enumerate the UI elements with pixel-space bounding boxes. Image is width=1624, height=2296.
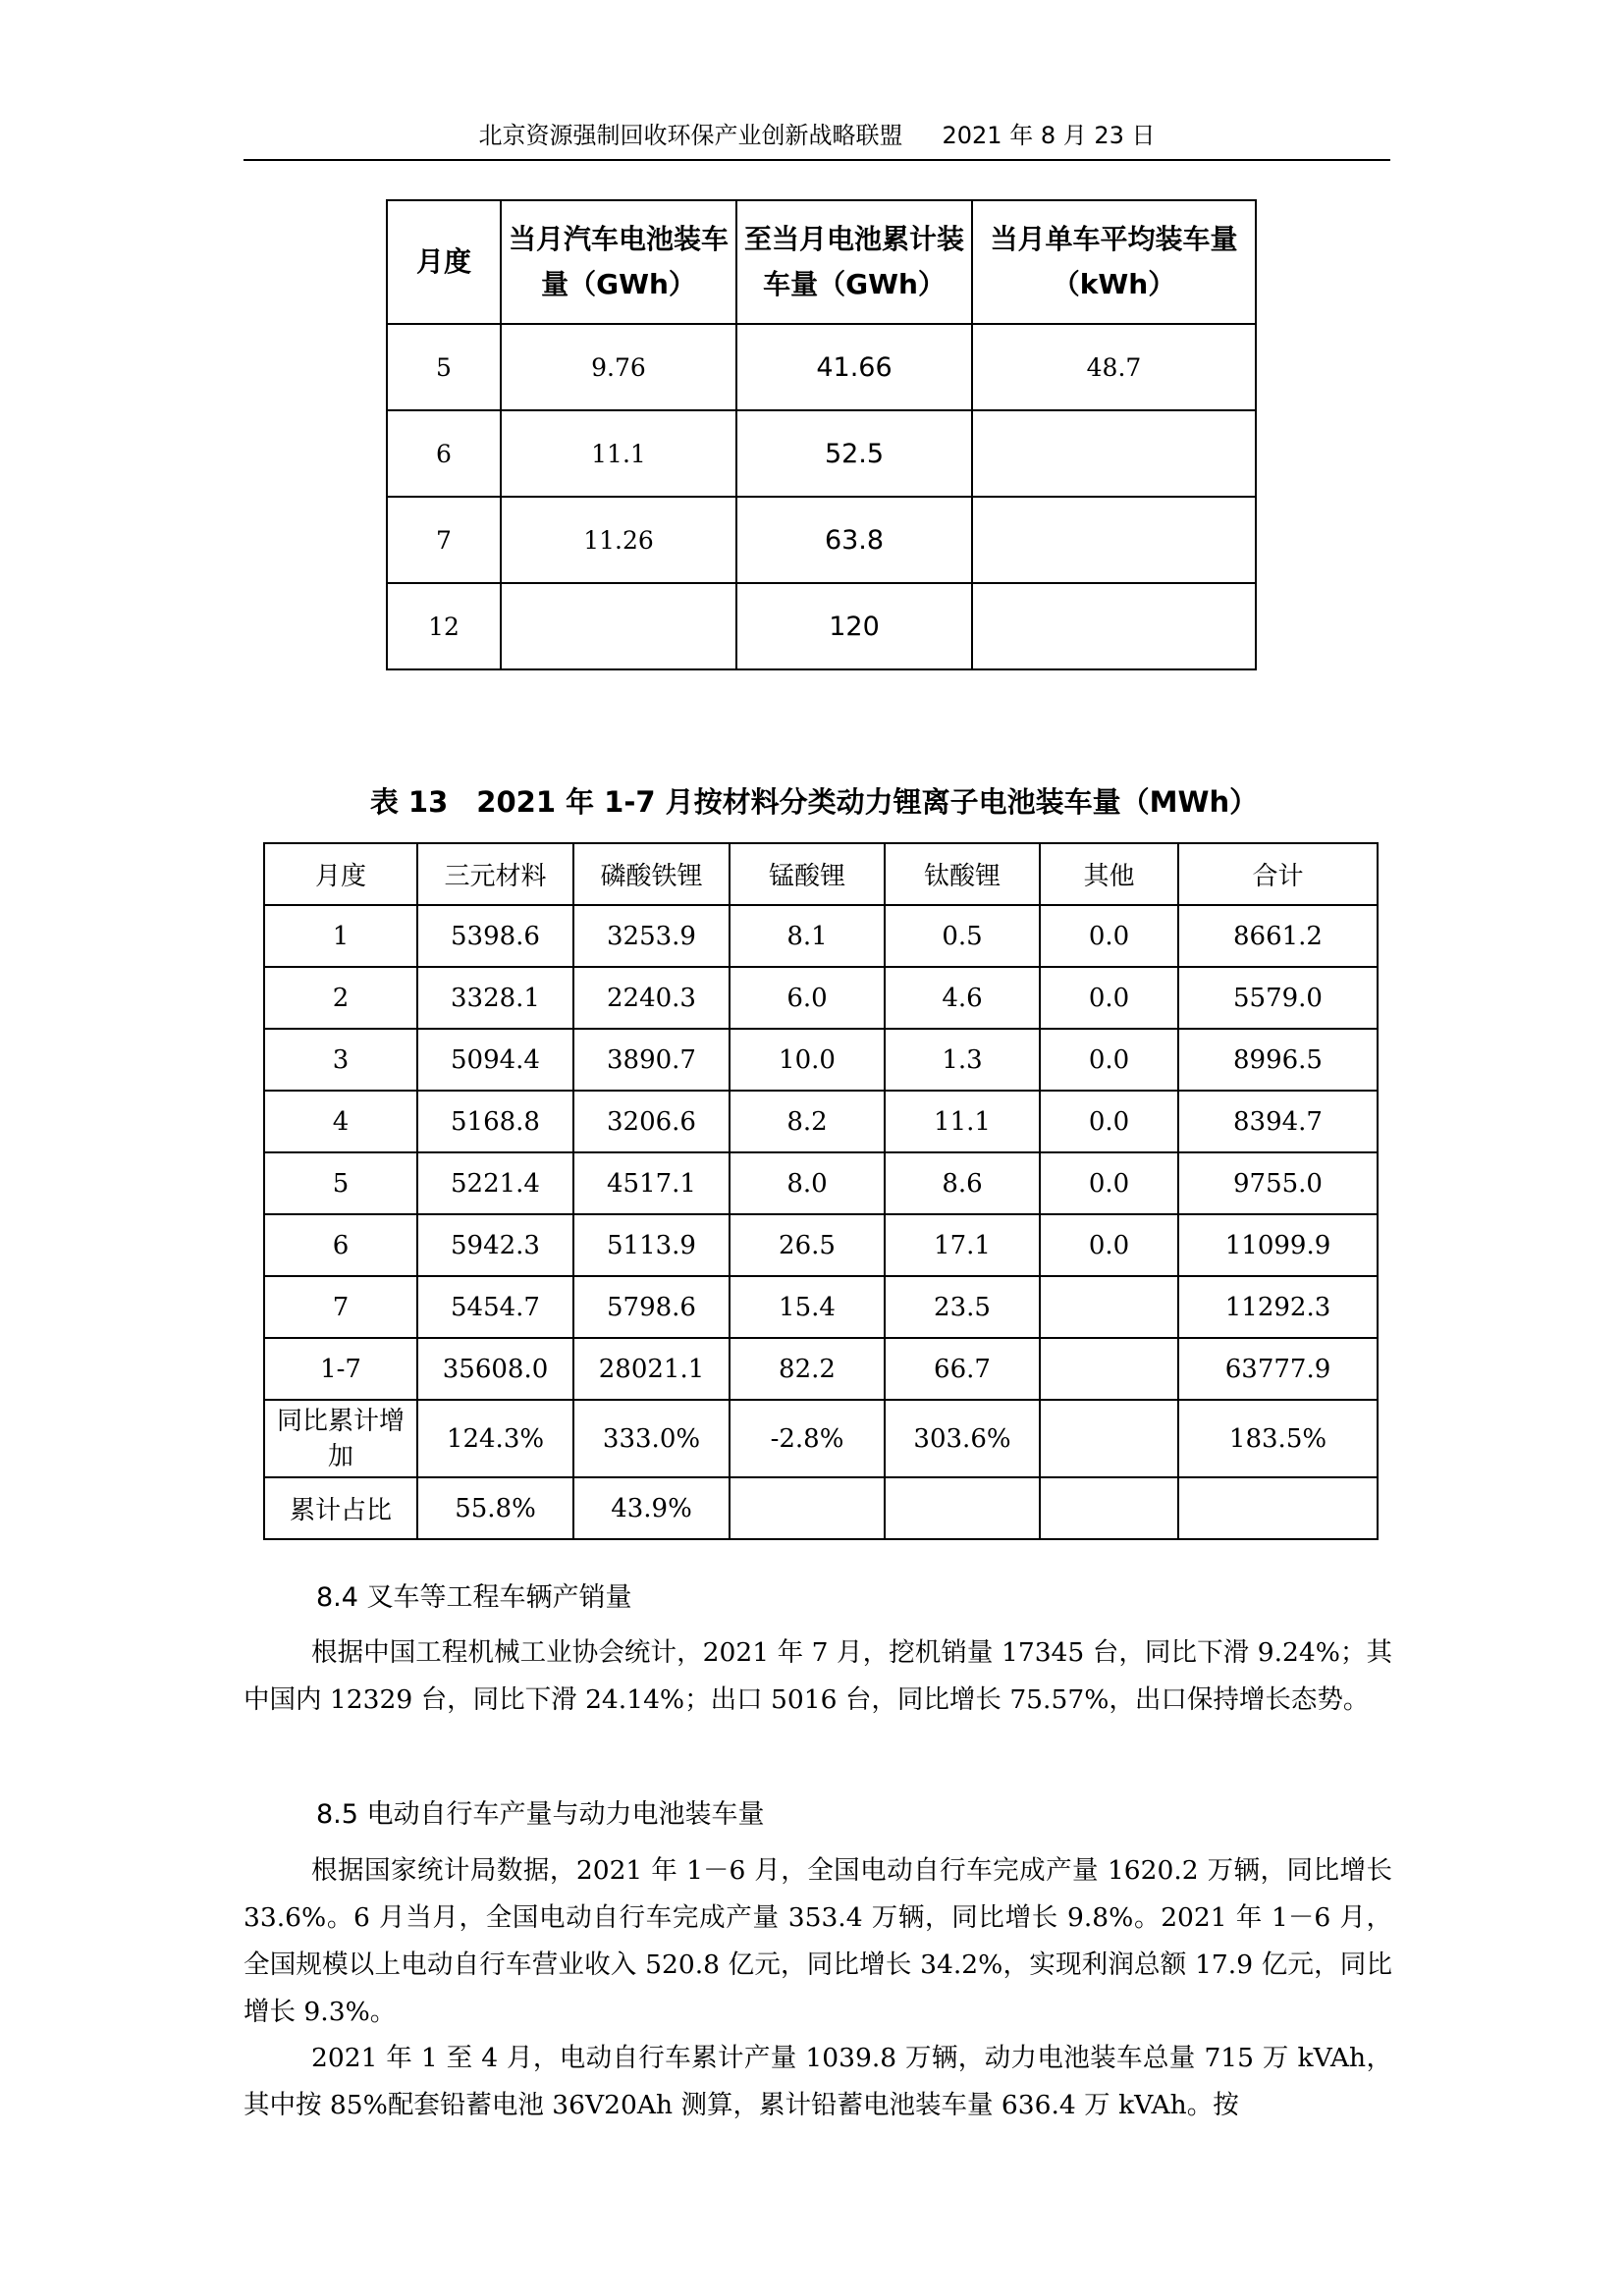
table-cell: 9755.0: [1178, 1152, 1378, 1214]
section-8-4-paragraph: 根据中国工程机械工业协会统计，2021 年 7 月，挖机销量 17345 台，同比下滑 9.24%；其中国内 12329 台，同比下滑 24.14%；出口 5016 台，同比增长 75.57%，出口保持增长态势。: [244, 1637, 1392, 1715]
table-cell: 3206.6: [573, 1091, 730, 1152]
table-cell: 9.76: [501, 324, 736, 410]
table-cell: 0.0: [1040, 967, 1178, 1029]
table-cell: 11099.9: [1178, 1214, 1378, 1276]
table-cell: 5398.6: [417, 905, 573, 967]
table-cell: 15.4: [730, 1276, 885, 1338]
table-cell: 28021.1: [573, 1338, 730, 1400]
battery-install-table: [386, 199, 1257, 670]
table-cell: [501, 583, 736, 669]
table-cell: [1040, 1338, 1178, 1400]
table-cell: 35608.0: [417, 1338, 573, 1400]
table-cell: 8.1: [730, 905, 885, 967]
table-cell: 5798.6: [573, 1276, 730, 1338]
table-row: [264, 967, 1378, 1029]
table-cell: 0.0: [1040, 1214, 1178, 1276]
table-cell: 11.1: [885, 1091, 1040, 1152]
table-cell: 5579.0: [1178, 967, 1378, 1029]
table-row: [387, 583, 1256, 669]
table-cell: 12: [387, 583, 501, 669]
header-date: 2021 年 8 月 23 日: [942, 122, 1156, 149]
table-row: [264, 1276, 1378, 1338]
table-cell: 10.0: [730, 1029, 885, 1091]
table-cell: 0.0: [1040, 905, 1178, 967]
table-cell: 66.7: [885, 1338, 1040, 1400]
table-cell: 120: [736, 583, 972, 669]
table-cell: 4.6: [885, 967, 1040, 1029]
section-8-5-paragraph-2: 2021 年 1 至 4 月，电动自行车累计产量 1039.8 万辆，动力电池装车总量 715 万 kVAh，其中按 85%配套铅蓄电池 36V20Ah 测算，累计铅蓄电池装车量 636.4 万 kVAh。按: [244, 2043, 1392, 2120]
table-row: [264, 1400, 1378, 1477]
table-row: [264, 1477, 1378, 1539]
table-cell: 26.5: [730, 1214, 885, 1276]
table-cell: 5942.3: [417, 1214, 573, 1276]
table-header-row: [264, 843, 1378, 905]
table-cell: 3890.7: [573, 1029, 730, 1091]
table-cell: 8.6: [885, 1152, 1040, 1214]
table-cell: [885, 1477, 1040, 1539]
table-cell: 6: [264, 1214, 417, 1276]
table-cell: 1.3: [885, 1029, 1040, 1091]
table-row: [387, 324, 1256, 410]
section-8-5-paragraph-1: 根据国家统计局数据，2021 年 1－6 月，全国电动自行车完成产量 1620.2 万辆，同比增长 33.6%。6 月当月，全国电动自行车完成产量 353.4 万辆，同比增长 9.8%。2021 年 1－6 月，全国规模以上电动自行车营业收入 520.8 亿元，同比增长 34.2%，实现利润总额 17.9 亿元，同比增长 9.3%。: [244, 1855, 1392, 2027]
table-cell: 124.3%: [417, 1400, 573, 1477]
table-cell: [972, 410, 1256, 497]
table-row: [264, 1338, 1378, 1400]
table-cell: 0.5: [885, 905, 1040, 967]
header-cell: 钛酸锂: [885, 843, 1040, 905]
section-heading-8-5: 8.5 电动自行车产量与动力电池装车量: [316, 1799, 765, 1830]
table-cell: 303.6%: [885, 1400, 1040, 1477]
table-row: [387, 497, 1256, 583]
table-cell: 82.2: [730, 1338, 885, 1400]
table-cell: 2: [264, 967, 417, 1029]
table-cell: 1: [264, 905, 417, 967]
table-header-row: [387, 200, 1256, 324]
section-heading-8-4: 8.4 叉车等工程车辆产销量: [316, 1582, 632, 1613]
table-cell: 0.0: [1040, 1029, 1178, 1091]
header-cell: 当月单车平均装车量（kWh）: [972, 200, 1256, 324]
table-cell: 11292.3: [1178, 1276, 1378, 1338]
table-cell: 5454.7: [417, 1276, 573, 1338]
table-cell: -2.8%: [730, 1400, 885, 1477]
table-cell: 23.5: [885, 1276, 1040, 1338]
table-cell: [972, 583, 1256, 669]
table-cell: 8661.2: [1178, 905, 1378, 967]
table-row: [264, 1152, 1378, 1214]
table-cell: [730, 1477, 885, 1539]
header-cell: 其他: [1040, 843, 1178, 905]
table-row: [264, 905, 1378, 967]
table-cell: 3: [264, 1029, 417, 1091]
table-cell: 5: [264, 1152, 417, 1214]
table-cell: 8394.7: [1178, 1091, 1378, 1152]
table-cell: 同比累计增加: [264, 1400, 417, 1477]
table-cell: 6: [387, 410, 501, 497]
table-cell: [1040, 1276, 1178, 1338]
table-cell: 5113.9: [573, 1214, 730, 1276]
header-cell: 三元材料: [417, 843, 573, 905]
table-cell: 63777.9: [1178, 1338, 1378, 1400]
table-cell: [972, 497, 1256, 583]
material-battery-table: [263, 842, 1379, 1540]
table-cell: 7: [264, 1276, 417, 1338]
table-cell: 0.0: [1040, 1152, 1178, 1214]
table-cell: 0.0: [1040, 1091, 1178, 1152]
table-cell: 4: [264, 1091, 417, 1152]
table-row: [264, 1214, 1378, 1276]
table-cell: 2240.3: [573, 967, 730, 1029]
table-row: [264, 1091, 1378, 1152]
table-13-caption: 表 13 2021 年 1-7 月按材料分类动力锂离子电池装车量（MWh）: [369, 785, 1259, 819]
header-cell: 当月汽车电池装车量（GWh）: [501, 200, 736, 324]
table-cell: 63.8: [736, 497, 972, 583]
table-cell: 43.9%: [573, 1477, 730, 1539]
header-cell: 至当月电池累计装车量（GWh）: [736, 200, 972, 324]
table-cell: [1040, 1400, 1178, 1477]
table-row: [264, 1029, 1378, 1091]
header-cell: 月度: [387, 200, 501, 324]
table-cell: 183.5%: [1178, 1400, 1378, 1477]
header-cell: 合计: [1178, 843, 1378, 905]
table-row: [387, 410, 1256, 497]
header-cell: 锰酸锂: [730, 843, 885, 905]
table-cell: 11.1: [501, 410, 736, 497]
table-cell: 55.8%: [417, 1477, 573, 1539]
header-cell: 磷酸铁锂: [573, 843, 730, 905]
table-cell: 48.7: [972, 324, 1256, 410]
table-cell: [1178, 1477, 1378, 1539]
table-cell: 8.2: [730, 1091, 885, 1152]
header-org: 北京资源强制回收环保产业创新战略联盟: [478, 122, 903, 149]
table-cell: 3328.1: [417, 967, 573, 1029]
table-cell: 5: [387, 324, 501, 410]
table-cell: 333.0%: [573, 1400, 730, 1477]
table-cell: 17.1: [885, 1214, 1040, 1276]
table-cell: 5221.4: [417, 1152, 573, 1214]
table-cell: 3253.9: [573, 905, 730, 967]
table-cell: 8.0: [730, 1152, 885, 1214]
header-cell: 月度: [264, 843, 417, 905]
table-cell: 8996.5: [1178, 1029, 1378, 1091]
table-cell: 5168.8: [417, 1091, 573, 1152]
page-header: [244, 116, 1390, 161]
table-cell: 累计占比: [264, 1477, 417, 1539]
table-cell: 52.5: [736, 410, 972, 497]
table-cell: 41.66: [736, 324, 972, 410]
table-cell: 7: [387, 497, 501, 583]
table-cell: [1040, 1477, 1178, 1539]
table-cell: 1-7: [264, 1338, 417, 1400]
table-cell: 6.0: [730, 967, 885, 1029]
table-cell: 11.26: [501, 497, 736, 583]
table-cell: 4517.1: [573, 1152, 730, 1214]
table-cell: 5094.4: [417, 1029, 573, 1091]
